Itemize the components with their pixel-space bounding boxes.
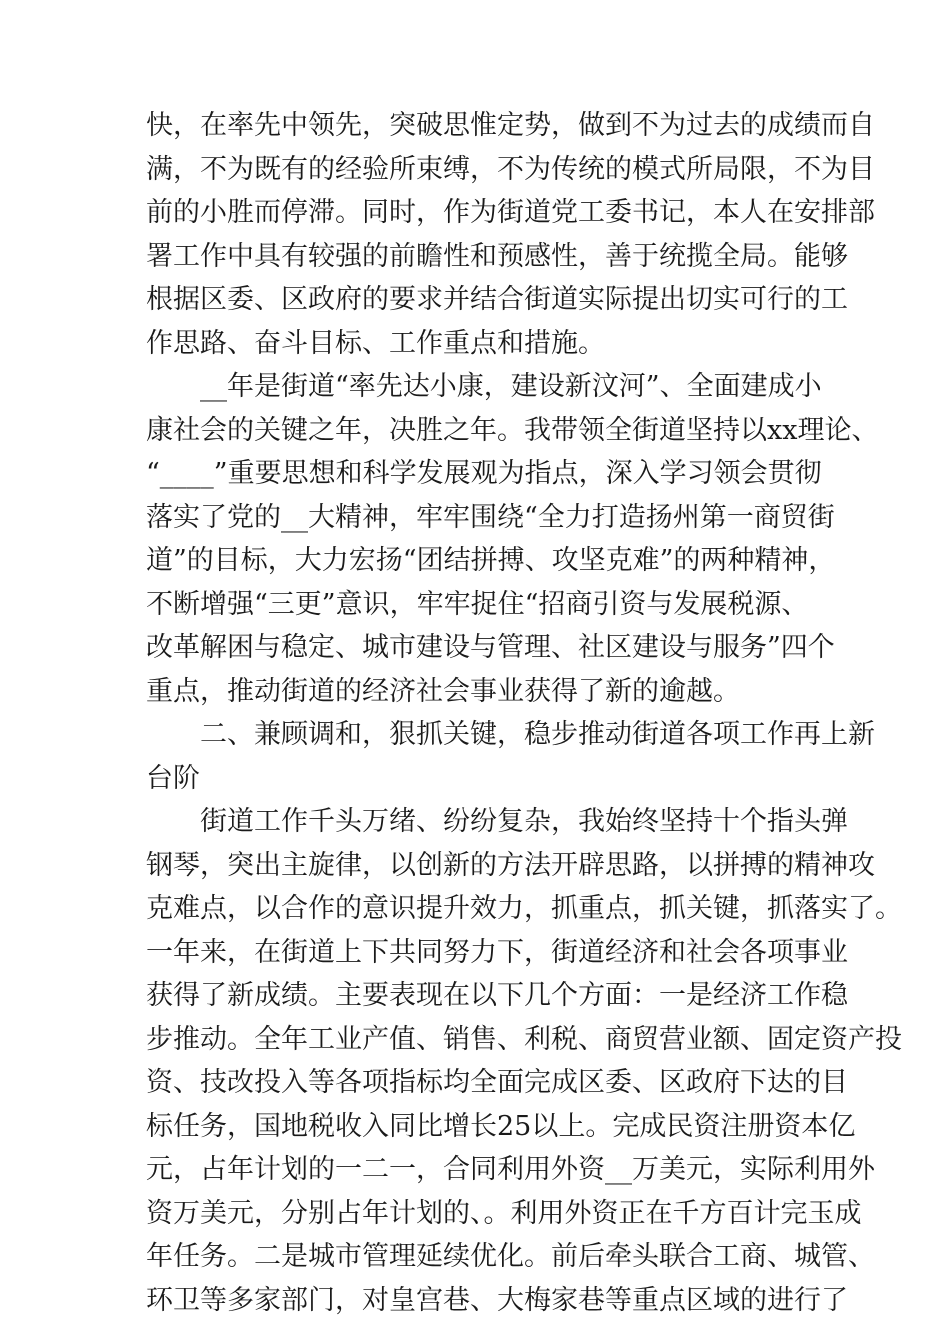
text-line: 年任务。二是城市管理延续优化。前后牵头联合工商、城管、 bbox=[146, 1241, 875, 1272]
text-line: 标任务，国地税收入同比增长25以上。完成民资注册资本亿 bbox=[146, 1110, 856, 1142]
section-heading-line: 二、兼顾调和，狠抓关键，稳步推动街道各项工作再上新 bbox=[200, 719, 875, 750]
text-line: 克难点，以合作的意识提升效力，抓重点，抓关键，抓落实了。 bbox=[146, 893, 902, 924]
paragraph-start-line: __年是街道“率先达小康，建设新汶河”、全面建成小 bbox=[200, 371, 822, 402]
section-heading-line: 台阶 bbox=[146, 762, 200, 794]
text-line: 钢琴，突出主旋律，以创新的方法开辟思路，以拼搏的精神攻 bbox=[146, 849, 875, 881]
text-line: 重点，推动街道的经济社会事业获得了新的逾越。 bbox=[146, 675, 740, 707]
paragraph-start-line: 街道工作千头万绪、纷纷复杂，我始终坚持十个指头弹 bbox=[200, 806, 848, 837]
text-line: 道”的目标，大力宏扬“团结拼搏、攻坚克难”的两种精神， bbox=[146, 545, 836, 576]
text-line: 获得了新成绩。主要表现在以下几个方面：一是经济工作稳 bbox=[146, 980, 848, 1011]
text-line: 改革解困与稳定、城市建设与管理、社区建设与服务”四个 bbox=[146, 632, 835, 663]
text-line: 前的小胜而停滞。同时，作为街道党工委书记，本人在安排部 bbox=[146, 197, 875, 228]
text-line: 康社会的关键之年，决胜之年。我带领全街道坚持以xx理论、 bbox=[146, 414, 879, 446]
text-line: 作思路、奋斗目标、工作重点和措施。 bbox=[146, 327, 605, 359]
text-line: 资、技改投入等各项指标均全面完成区委、区政府下达的目 bbox=[146, 1067, 848, 1098]
text-line: 步推动。全年工业产值、销售、利税、商贸营业额、固定资产投 bbox=[146, 1023, 902, 1055]
text-line: 资万美元，分别占年计划的、。利用外资正在千方百计完玉成 bbox=[146, 1197, 862, 1229]
text-line: 不断增强“三更”意识，牢牢捉住“招商引资与发展税源、 bbox=[146, 588, 809, 620]
text-line: 落实了党的__大精神，牢牢围绕“全力打造扬州第一商贸街 bbox=[146, 501, 835, 533]
text-line: 快，在率先中领先，突破思惟定势，做到不为过去的成绩而自 bbox=[146, 110, 875, 141]
text-line: 署工作中具有较强的前瞻性和预感性，善于统揽全局。能够 bbox=[146, 240, 848, 272]
text-line: 环卫等多家部门，对皇宫巷、大梅家巷等重点区域的进行了 bbox=[146, 1284, 848, 1316]
body-text bbox=[146, 104, 902, 1322]
text-line: “____”重要思想和科学发展观为指点，深入学习领会贯彻 bbox=[146, 458, 822, 489]
text-line: 根据区委、区政府的要求并结合街道实际提出切实可行的工 bbox=[146, 284, 848, 315]
text-line: 一年来，在街道上下共同努力下，街道经济和社会各项事业 bbox=[146, 936, 848, 968]
text-line: 元，占年计划的一二一，合同利用外资__万美元，实际利用外 bbox=[146, 1154, 875, 1185]
text-line: 满，不为既有的经验所束缚，不为传统的模式所局限，不为目 bbox=[146, 153, 875, 185]
